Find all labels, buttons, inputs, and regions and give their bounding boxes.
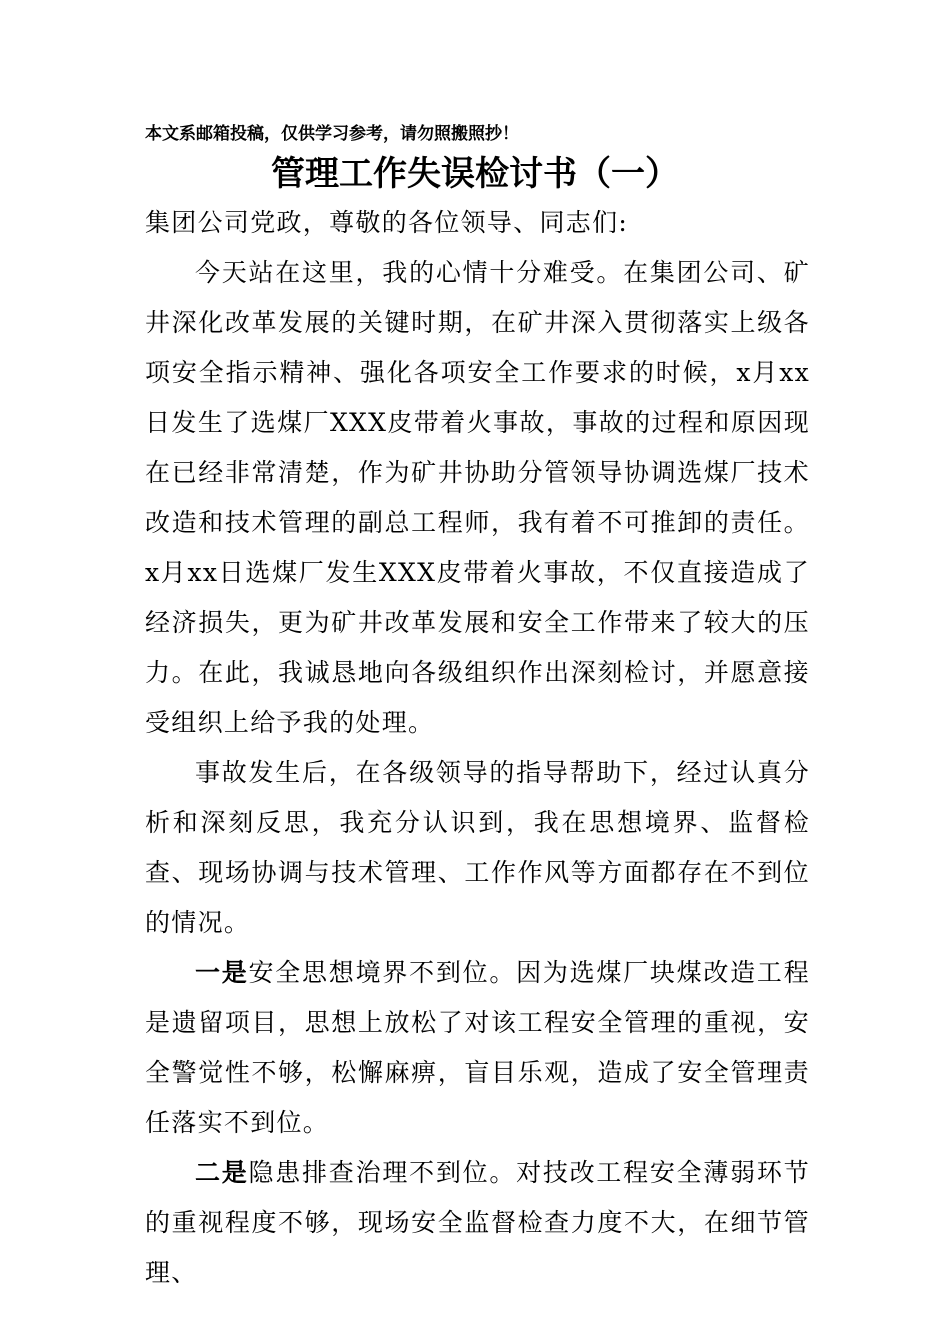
paragraph-text: 事故发生后，在各级领导的指导帮助下，经过认真分析和深刻反思，我充分认识到，我在思想境界、监督检查、现场协调与技术管理、工作作风等方面都存在不到位的情况。 (145, 758, 810, 937)
paragraph (145, 948, 810, 1148)
paragraph (145, 1148, 810, 1298)
paragraph-text: 今天站在这里，我的心情十分难受。在集团公司、矿井深化改革发展的关键时期，在矿井深入贯彻落实上级各项安全指示精神、强化各项安全工作要求的时候，x月xx日发生了选煤厂XXX皮带着火事故，事故的过程和原因现在已经非常清楚，作为矿井协助分管领导协调选煤厂技术改造和技术管理的副总工程师，我有着不可推卸的责任。x月xx日选煤厂发生XXX皮带着火事故，不仅直接造成了经济损失，更为矿井改革发展和安全工作带来了较大的压力。在此，我诚恳地向各级组织作出深刻检讨，并愿意接受组织上给予我的处理。 (145, 258, 810, 737)
paragraph-lead: 一是 (195, 958, 249, 987)
salutation: 集团公司党政，尊敬的各位领导、同志们: (145, 208, 629, 237)
paragraph (145, 748, 810, 948)
document-body (145, 198, 810, 1298)
paragraph (145, 248, 810, 748)
disclaimer-notice: 本文系邮箱投稿，仅供学习参考，请勿照搬照抄！ (145, 124, 519, 144)
paragraph-lead: 二是 (195, 1158, 249, 1187)
paragraph-text: 安全思想境界不到位。因为选煤厂块煤改造工程是遗留项目，思想上放松了对该工程安全管理的重视，安全警觉性不够，松懈麻痹，盲目乐观，造成了安全管理责任落实不到位。 (145, 958, 810, 1137)
document-title: 管理工作失误检讨书（一） (271, 154, 679, 194)
paragraph-text: 隐患排查治理不到位。对技改工程安全薄弱环节的重视程度不够，现场安全监督检查力度不大，在细节管理、 (145, 1158, 810, 1287)
